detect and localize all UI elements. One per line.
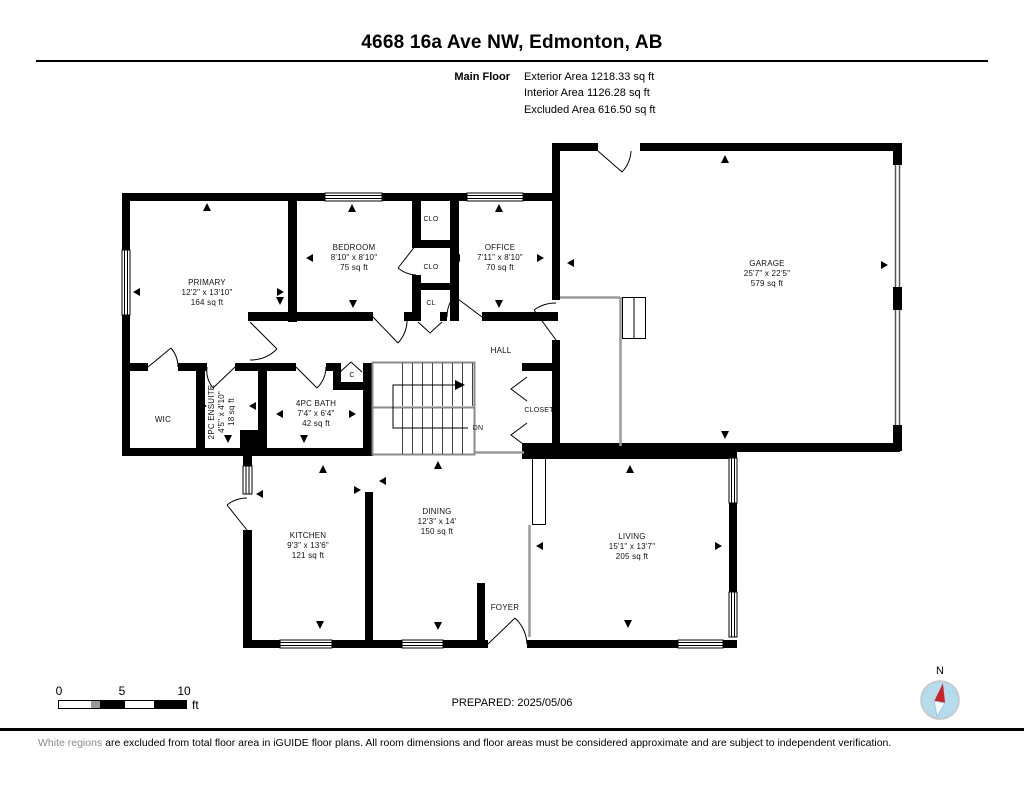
prepared-date: PREPARED: 2025/05/06 [451,697,573,709]
room-area: 579 sq ft [750,279,784,288]
disclaimer-rest: are excluded from total floor area in iGUIDE floor plans. All room dimensions and floor areas must be considered approximate and are subject to independent verification. [102,737,892,749]
room-name: WIC [154,415,172,424]
room-name: KITCHEN [289,531,327,540]
room-area: 164 sq ft [190,298,224,307]
footer-divider [0,728,1024,731]
room-name: HALL [490,346,512,355]
primary-door [250,322,277,360]
room-label-hall [491,346,512,356]
room-name: CLOSET [524,407,554,414]
room-area: 150 sq ft [420,527,454,536]
room-name: DN [472,425,484,432]
room-dims: 7'4" x 6'4" [297,409,335,418]
room-label-ensuite [207,385,237,440]
room-label-office [477,243,523,273]
kitchen-side-door [227,498,247,530]
room-label-cl [426,300,435,308]
room-dims: 8'10" x 8'10" [330,253,378,262]
room-name: FOYER [490,603,520,612]
garage-to-hall-door [534,303,556,340]
room-name: OFFICE [484,243,516,252]
interior-area-stat: Interior Area 1126.28 sq ft [524,87,650,99]
room-name: DINING [422,507,452,516]
disclaimer-highlight: White regions [38,737,103,749]
room-label-bath [296,399,336,429]
scale-tick-0: 0 [55,684,63,698]
furnace-symbol [623,298,646,339]
room-label-hall-closet [524,407,553,415]
room-name: C [349,372,355,379]
floor-name-label: Main Floor [454,71,510,83]
room-dims: 12'3" x 14' [417,517,457,526]
bath-door [296,367,326,388]
room-label-wic [155,415,171,425]
room-dims: 4'5" x 4'10" [217,391,226,433]
c-closet-bifold-door [340,362,362,372]
room-dims: 7'11" x 8'10" [477,253,523,262]
room-name: CLO [423,216,439,223]
cl-closet-bifold-door [418,322,442,333]
scale-segment [91,701,101,708]
bedroom-closet-door [398,245,416,275]
compass-icon [915,676,965,726]
room-dims: 25'7" x 22'5" [743,269,791,278]
scale-segment [125,701,155,708]
excluded-area-stat: Excluded Area 616.50 sq ft [524,104,656,116]
room-dims: 9'3" x 13'6" [287,541,329,550]
room-area: 205 sq ft [615,552,649,561]
garage-man-door [598,151,631,172]
room-dims: 12'2" x 13'10" [181,288,233,297]
scale-bar [58,700,187,709]
scale-segment [100,701,125,708]
bedroom-door [373,317,407,343]
room-dims: 15'1" x 13'7" [608,542,656,551]
room-name: 2PC ENSUITE [207,384,216,440]
scale-unit-label: ft [192,698,199,712]
room-label-foyer [491,603,520,613]
room-label-c [349,372,354,380]
room-area: 42 sq ft [302,419,330,428]
room-name: CL [426,300,436,307]
room-name: 4PC BATH [295,399,337,408]
room-label-bedroom [331,243,377,273]
wic-door [148,348,178,367]
room-area: 18 sq ft [227,398,236,426]
room-label-living [609,532,655,562]
page-title: 4668 16a Ave NW, Edmonton, AB [361,32,663,53]
room-name: GARAGE [749,259,785,268]
front-entry-door [488,618,527,644]
room-label-primary [181,278,232,308]
scale-segment [154,701,186,708]
room-label-clo-top [424,216,439,224]
walls-layer [122,143,902,648]
room-label-garage [744,259,790,289]
scale-tick-10: 10 [177,684,191,698]
room-area: 75 sq ft [340,263,368,272]
room-name: CLO [423,264,439,271]
scale-tick-5: 5 [118,684,126,698]
stairs-dn-label [473,425,484,433]
scale-segment [59,701,91,708]
disclaimer-text [38,737,998,749]
exterior-area-stat: Exterior Area 1218.33 sq ft [524,71,655,83]
room-label-kitchen [287,531,329,561]
room-label-dining [418,507,457,537]
half-wall-outline [533,459,546,525]
room-name: LIVING [618,532,646,541]
room-area: 70 sq ft [486,263,514,272]
room-name: PRIMARY [188,278,226,287]
staircase [373,363,475,455]
room-name: BEDROOM [332,243,376,252]
room-area: 121 sq ft [291,551,325,560]
room-label-clo-mid [424,264,439,272]
compass-north-label: N [936,665,944,677]
